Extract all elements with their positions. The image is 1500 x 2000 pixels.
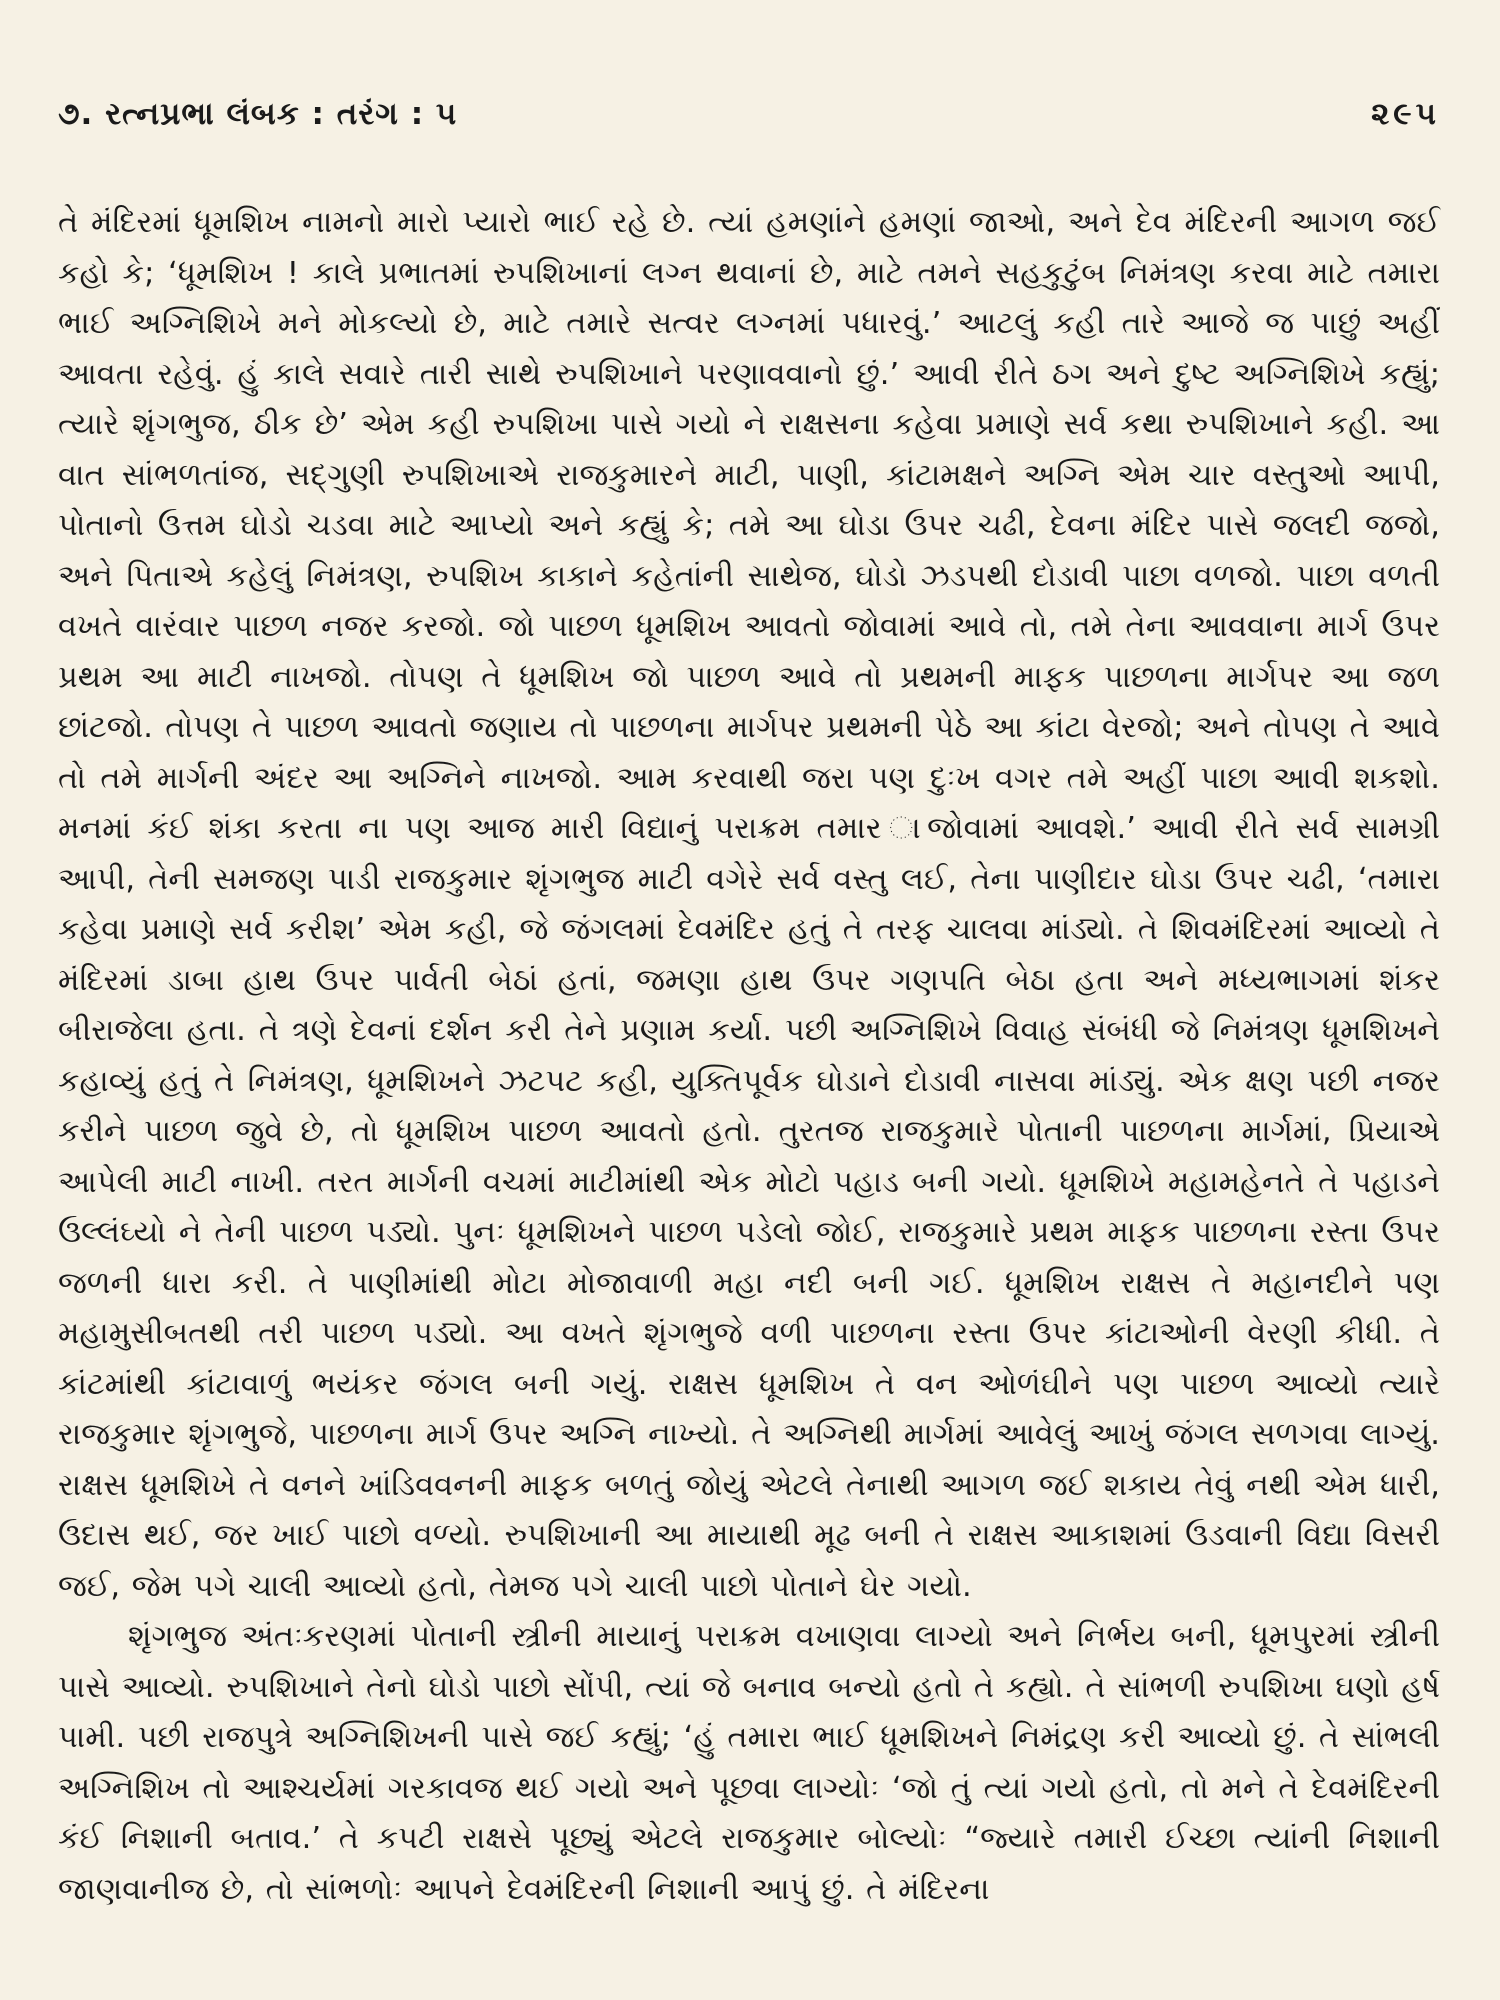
chapter-title: ૭. રત્નપ્રભા લંબક : તરંગ : ૫ — [58, 96, 458, 132]
paragraph-1: તે મંદિરમાં ધૂમશિખ નામનો મારો પ્યારો ભાઈ રહે છે. ત્યાં હમણાંને હમણાં જાઓ, અને દેવ મંદિરની આગળ જઈ કહો કે; ‘ધૂમશિખ ! કાલે પ્રભાતમાં રુપશિખાનાં લગ્ન થવાનાં છે, માટે તમને સહકુટુંબ નિમંત્રણ કરવા માટે તમારા ભાઈ અગ્નિશિખે મને મોકલ્યો છે, માટે તમારે સત્વર લગ્નમાં પધારવું.’ આટલું કહી તારે આજે જ પાછું અહીં આવતા રહેવું. હું કાલે સવારે તારી સાથે રુપશિખાને પરણાવવાનો છું.’ આવી રીતે ઠગ અને દુષ્ટ અગ્નિશિખે કહ્યું; ત્યારે શૃંગભુજ, ઠીક છે’ એમ કહી રુપશિખા પાસે ગયો ને રાક્ષસના કહેવા પ્રમાણે સર્વ કથા રુપશિખાને કહી. આ વાત સાંભળતાંજ, સદ્ગુણી રુપશિખાએ રાજકુમારને માટી, પાણી, કાંટામક્ષને અગ્નિ એમ ચાર વસ્તુઓ આપી, પોતાનો ઉત્તમ ઘોડો ચડવા માટે આપ્યો અને કહ્યું કે; તમે આ ઘોડા ઉપર ચઢી, દેવના મંદિર પાસે જલદી જજો, અને પિતાએ કહેલું નિમંત્રણ, રુપશિખ કાકાને કહેતાંની સાથેજ, ઘોડો ઝડપથી દોડાવી પાછા વળજો. પાછા વળતી વખતે વારંવાર પાછળ નજર કરજો. જો પાછળ ધૂમશિખ આવતો જોવામાં આવે તો, તમે તેના આવવાના માર્ગ ઉપર પ્રથમ આ માટી નાખજો. તોપણ તે ધૂમશિખ જો પાછળ આવે તો પ્રથમની માફક પાછળના માર્ગપર આ જળ છાંટજો. તોપણ તે પાછળ આવતો જણાય તો પાછળના માર્ગપર પ્રથમની પેઠે આ કાંટા વેરજો; અને તોપણ તે આવે તો તમે માર્ગની અંદર આ અગ્નિને નાખજો. આમ કરવાથી જરા પણ દુઃખ વગર તમે અહીં પાછા આવી શકશો. મનમાં કંઈ શંકા કરતા ના પણ આજ મારી વિદ્યાનું પરાક્રમ તમાર ાજોવામાં આવશે.’ આવી રીતે સર્વ સામગ્રી આપી, તેની સમજણ પાડી રાજકુમાર શૃંગભુજ માટી વગેરે સર્વ વસ્તુ લઈ, તેના પાણીદાર ઘોડા ઉપર ચઢી, ‘તમારા કહેવા પ્રમાણે સર્વ કરીશ’ એમ કહી, જે જંગલમાં દેવમંદિર હતું તે તરફ ચાલવા માંડ્યો. તે શિવમંદિરમાં આવ્યો તે મંદિરમાં ડાબા હાથ ઉપર પાર્વતી બેઠાં હતાં, જમણા હાથ ઉપર ગણપતિ બેઠા હતા અને મધ્યભાગમાં શંકર બીરાજેલા હતા. તે ત્રણે દેવનાં દર્શન કરી તેને પ્રણામ કર્યા. પછી અગ્નિશિખે વિવાહ સંબંધી જે નિમંત્રણ ધૂમશિખને કહાવ્યું હતું તે નિમંત્રણ, ધૂમશિખને ઝટપટ કહી, યુક્તિપૂર્વક ઘોડાને દોડાવી નાસવા માંડ્યું. એક ક્ષણ પછી નજર કરીને પાછળ જુવે છે, તો ધૂમશિખ પાછળ આવતો હતો. તુરતજ રાજકુમારે પોતાની પાછળના માર્ગમાં, પ્રિયાએ આપેલી માટી નાખી. તરત માર્ગની વચમાં માટીમાંથી એક મોટો પહાડ બની ગયો. ધૂમશિખે મહામહેનતે તે પહાડને ઉલ્લંઘ્યો ને તેની પાછળ પડ્યો. પુનઃ ધૂમશિખને પાછળ પડેલો જોઈ, રાજકુમારે પ્રથમ માફક પાછળના રસ્તા ઉપર જળની ધારા કરી. તે પાણીમાંથી મોટા મોજાવાળી મહા નદી બની ગઈ. ધૂમશિખ રાક્ષસ તે મહાનદીને પણ મહામુસીબતથી તરી પાછળ પડ્યો. આ વખતે શૃંગભુજે વળી પાછળના રસ્તા ઉપર કાંટાઓની વેરણી કીધી. તે કાંટમાંથી કાંટાવાળું ભયંકર જંગલ બની ગયું. રાક્ષસ ધૂમશિખ તે વન ઓળંઘીને પણ પાછળ આવ્યો ત્યારે રાજકુમાર શૃંગભુજે, પાછળના માર્ગ ઉપર અગ્નિ નાખ્યો. તે અગ્નિથી માર્ગમાં આવેલું આખું જંગલ સળગવા લાગ્યું. રાક્ષસ ધૂમશિખે તે વનને ખાંડિવવનની માફક બળતું જોયું એટલે તેનાથી આગળ જઈ શકાય તેવું નથી એમ ધારી, ઉદાસ થઈ, જર ખાઈ પાછો વળ્યો. રુપશિખાની આ માયાથી મૂઢ બની તે રાક્ષસ આકાશમાં ઉડવાની વિદ્યા વિસરી જઈ, જેમ પગે ચાલી આવ્યો હતો, તેમજ પગે ચાલી પાછો પોતાને ઘેર ગયો. — [58, 205, 1440, 1604]
page-number: ૨૯૫ — [1371, 96, 1440, 132]
running-header — [58, 96, 1440, 146]
body-text — [58, 198, 1440, 1915]
paragraph-2: શૃંગભુજ અંતઃકરણમાં પોતાની સ્ત્રીની માયાનું પરાક્રમ વખાણવા લાગ્યો અને નિર્ભય બની, ધૂમપુરમાં સ્ત્રીની પાસે આવ્યો. રુપશિખાને તેનો ઘોડો પાછો સોંપી, ત્યાં જે બનાવ બન્યો હતો તે કહ્યો. તે સાંભળી રુપશિખા ઘણો હર્ષ પામી. પછી રાજપુત્રે અગ્નિશિખની પાસે જઈ કહ્યું; ‘હું તમારા ભાઈ ધૂમશિખને નિમંદ્રણ કરી આવ્યો છું. તે સાંભલી અગ્નિશિખ તો આશ્ચર્યમાં ગરકાવજ થઈ ગયો અને પૂછવા લાગ્યોઃ ‘જો તું ત્યાં ગયો હતો, તો મને તે દેવમંદિરની કંઈ નિશાની બતાવ.’ તે કપટી રાક્ષસે પૂછ્યું એટલે રાજકુમાર બોલ્યોઃ “જ્યારે તમારી ઈચ્છા ત્યાંની નિશાની જાણવાનીજ છે, તો સાંભળોઃ આપને દેવમંદિરની નિશાની આપું છું. તે મંદિરના — [58, 1619, 1440, 1907]
